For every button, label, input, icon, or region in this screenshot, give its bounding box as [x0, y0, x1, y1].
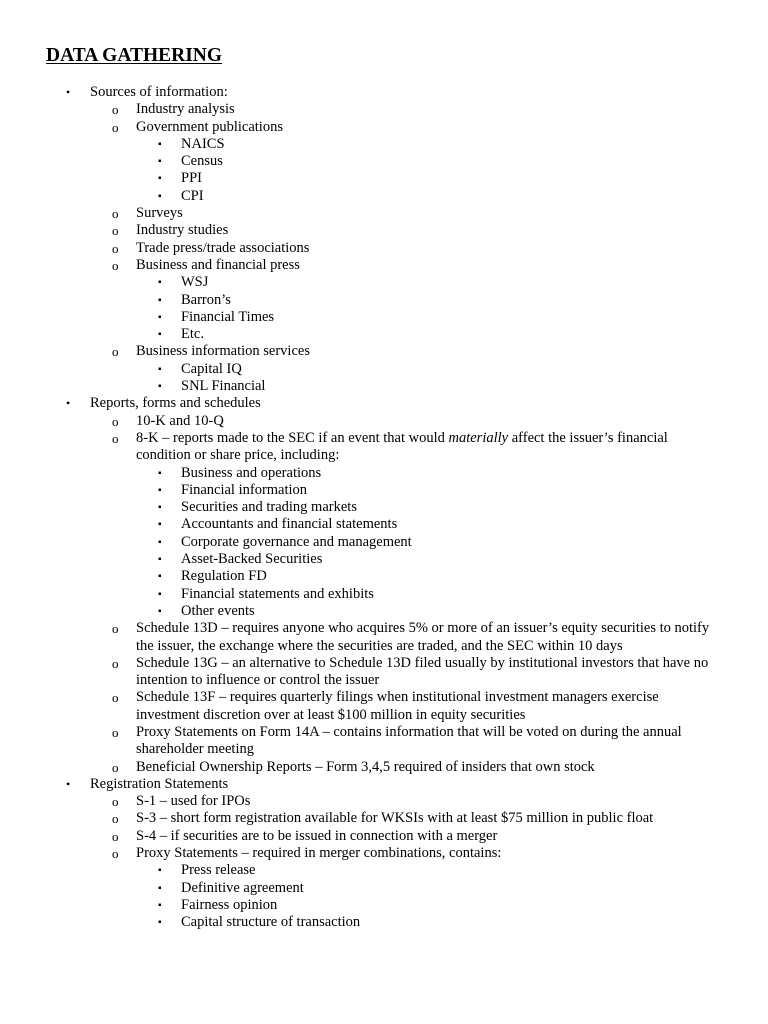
square-marker: ▪: [158, 865, 162, 877]
list-item: [0, 292, 768, 309]
list-item-label: Proxy Statements – required in merger combinations, contains:: [136, 845, 502, 862]
square-marker: ▪: [158, 363, 162, 375]
list-item: [0, 378, 768, 395]
list-item-label: Business and financial press: [136, 256, 300, 273]
list-item: [0, 343, 768, 395]
list-item: [0, 326, 768, 343]
list-item-label: Schedule 13G – an alternative to Schedule 13D filed usually by institutional investors that have no intention to influence or control the issuer: [136, 654, 709, 689]
list-item: [0, 568, 768, 585]
list-item: [0, 551, 768, 568]
list-item: [0, 119, 768, 205]
list-item-label: SNL Financial: [181, 378, 266, 395]
reports-sublist: [0, 413, 768, 776]
page-title: DATA GATHERING: [46, 45, 223, 66]
list-item-label: PPI: [181, 170, 202, 187]
square-marker: ▪: [158, 571, 162, 583]
list-item-label: Regulation FD: [181, 568, 267, 585]
circle-marker: o: [112, 223, 119, 239]
proxy-sublist: [0, 862, 768, 931]
square-marker: ▪: [158, 605, 162, 617]
list-item: [0, 188, 768, 205]
circle-marker: o: [112, 846, 119, 862]
list-item: [0, 724, 768, 759]
list-item-label: Capital IQ: [181, 360, 242, 377]
circle-marker: o: [112, 811, 119, 827]
list-item-reports: [0, 395, 768, 776]
list-item-label: 10-K and 10-Q: [136, 412, 224, 429]
list-item: [0, 430, 768, 620]
list-item: [0, 845, 768, 931]
list-item-label: Industry analysis: [136, 101, 235, 118]
square-marker: ▪: [158, 484, 162, 496]
list-item-label: Asset-Backed Securities: [181, 551, 323, 568]
list-item-label: WSJ: [181, 274, 209, 291]
square-marker: ▪: [158, 156, 162, 168]
eightk-emphasis: materially: [448, 429, 509, 446]
square-marker: ▪: [158, 138, 162, 150]
list-item-label: Press release: [181, 862, 256, 879]
list-item: [0, 689, 768, 724]
circle-marker: o: [112, 828, 119, 844]
square-marker: ▪: [158, 329, 162, 341]
bullet-marker: •: [66, 396, 71, 411]
list-item: [0, 897, 768, 914]
list-item: [0, 862, 768, 879]
list-item: [0, 309, 768, 326]
list-item: [0, 205, 768, 222]
list-item: [0, 170, 768, 187]
bullet-marker: •: [66, 776, 71, 791]
list-item: [0, 603, 768, 620]
circle-marker: o: [112, 690, 119, 706]
list-item-label: Other events: [181, 602, 255, 619]
list-item: [0, 534, 768, 551]
sources-sublist: [0, 101, 768, 395]
list-item-label: Capital structure of transaction: [181, 914, 361, 931]
list-item-label: S-4 – if securities are to be issued in connection with a merger: [136, 827, 498, 844]
list-item: [0, 153, 768, 170]
list-item-label: Business and operations: [181, 464, 322, 481]
square-marker: ▪: [158, 173, 162, 185]
document-body: [0, 84, 768, 932]
circle-marker: o: [112, 655, 119, 671]
square-marker: ▪: [158, 917, 162, 929]
list-item-label: Trade press/trade associations: [136, 239, 310, 256]
square-marker: ▪: [158, 554, 162, 566]
list-item: [0, 793, 768, 810]
circle-marker: o: [112, 413, 119, 429]
square-marker: ▪: [158, 381, 162, 393]
square-marker: ▪: [158, 882, 162, 894]
list-item-registration: [0, 776, 768, 932]
registration-sublist: [0, 793, 768, 931]
circle-marker: o: [112, 621, 119, 637]
list-item-label: Government publications: [136, 118, 283, 135]
list-item: [0, 101, 768, 118]
list-item-label: Schedule 13F – requires quarterly filings when institutional investment managers exercise investment discretion over at least $100 million in equity securities: [136, 689, 659, 723]
list-item: [0, 413, 768, 430]
square-marker: ▪: [158, 190, 162, 202]
square-marker: ▪: [158, 277, 162, 289]
square-marker: ▪: [158, 467, 162, 479]
square-marker: ▪: [158, 588, 162, 600]
square-marker: ▪: [158, 502, 162, 514]
biz-info-sublist: [0, 361, 768, 396]
list-item-label: Sources of information:: [90, 84, 228, 100]
list-item-label: Financial information: [181, 481, 308, 498]
circle-marker: o: [112, 102, 119, 118]
biz-press-sublist: [0, 274, 768, 343]
list-item-label: Industry studies: [136, 222, 229, 239]
list-item-sources: [0, 84, 768, 395]
list-item: [0, 880, 768, 897]
list-item-label: Definitive agreement: [181, 879, 304, 896]
square-marker: ▪: [158, 311, 162, 323]
eightk-text-after: affect the issuer’s financial condition or share price, including:: [136, 429, 668, 464]
list-item-label: Fairness opinion: [181, 896, 278, 913]
eightk-sublist: [0, 465, 768, 621]
list-item-label: Beneficial Ownership Reports – Form 3,4,5 required of insiders that own stock: [136, 758, 595, 775]
square-marker: ▪: [158, 294, 162, 306]
list-item: [0, 759, 768, 776]
list-item-label: Reports, forms and schedules: [90, 395, 261, 412]
circle-marker: o: [112, 794, 119, 810]
circle-marker: o: [112, 257, 119, 273]
square-marker: ▪: [158, 899, 162, 911]
square-marker: ▪: [158, 536, 162, 548]
circle-marker: o: [112, 759, 119, 775]
list-item-label: Census: [181, 153, 223, 170]
list-item-label: Financial Times: [181, 308, 275, 325]
list-item-label: Accountants and financial statements: [181, 516, 398, 533]
square-marker: ▪: [158, 519, 162, 531]
list-item: [0, 274, 768, 291]
circle-marker: o: [112, 430, 119, 446]
list-item-label: Financial statements and exhibits: [181, 585, 374, 602]
circle-marker: o: [112, 119, 119, 135]
list-item-label: Etc.: [181, 326, 204, 343]
list-item: [0, 240, 768, 257]
list-item: [0, 136, 768, 153]
list-item-label: Registration Statements: [90, 775, 229, 792]
list-item: [0, 361, 768, 378]
list-item: [0, 828, 768, 845]
list-item: [0, 516, 768, 533]
list-item: [0, 586, 768, 603]
list-item-label: Barron’s: [181, 291, 231, 308]
gov-pubs-sublist: [0, 136, 768, 205]
list-item-label: NAICS: [181, 135, 225, 152]
list-item-label: Proxy Statements on Form 14A – contains information that will be voted on during the annual shareholder meeting: [136, 723, 682, 758]
bullet-marker: •: [66, 85, 71, 99]
list-item: [0, 222, 768, 239]
list-item: [0, 655, 768, 690]
circle-marker: o: [112, 724, 119, 740]
list-item: [0, 257, 768, 343]
list-item-label: Surveys: [136, 205, 183, 222]
list-item-label: S-1 – used for IPOs: [136, 793, 251, 810]
circle-marker: o: [112, 240, 119, 256]
list-item-label: Securities and trading markets: [181, 499, 357, 516]
list-item: [0, 465, 768, 482]
list-item-label: Business information services: [136, 343, 310, 360]
list-item-label: Corporate governance and management: [181, 533, 412, 550]
list-item: [0, 620, 768, 655]
list-item: [0, 810, 768, 827]
list-item-label: Schedule 13D – requires anyone who acquires 5% or more of an issuer’s equity securities to notify the issuer, the exchange where the securities are traded, and the SEC within 10 days: [136, 620, 710, 654]
list-item-label: S-3 – short form registration available for WKSIs with at least $75 million in public float: [136, 810, 654, 827]
list-item: [0, 482, 768, 499]
list-item-label: CPI: [181, 187, 204, 204]
circle-marker: o: [112, 344, 119, 360]
top-level-list: [0, 84, 768, 932]
list-item: [0, 914, 768, 931]
list-item: [0, 499, 768, 516]
circle-marker: o: [112, 206, 119, 222]
eightk-text-before: 8-K – reports made to the SEC if an event that would: [136, 429, 449, 446]
